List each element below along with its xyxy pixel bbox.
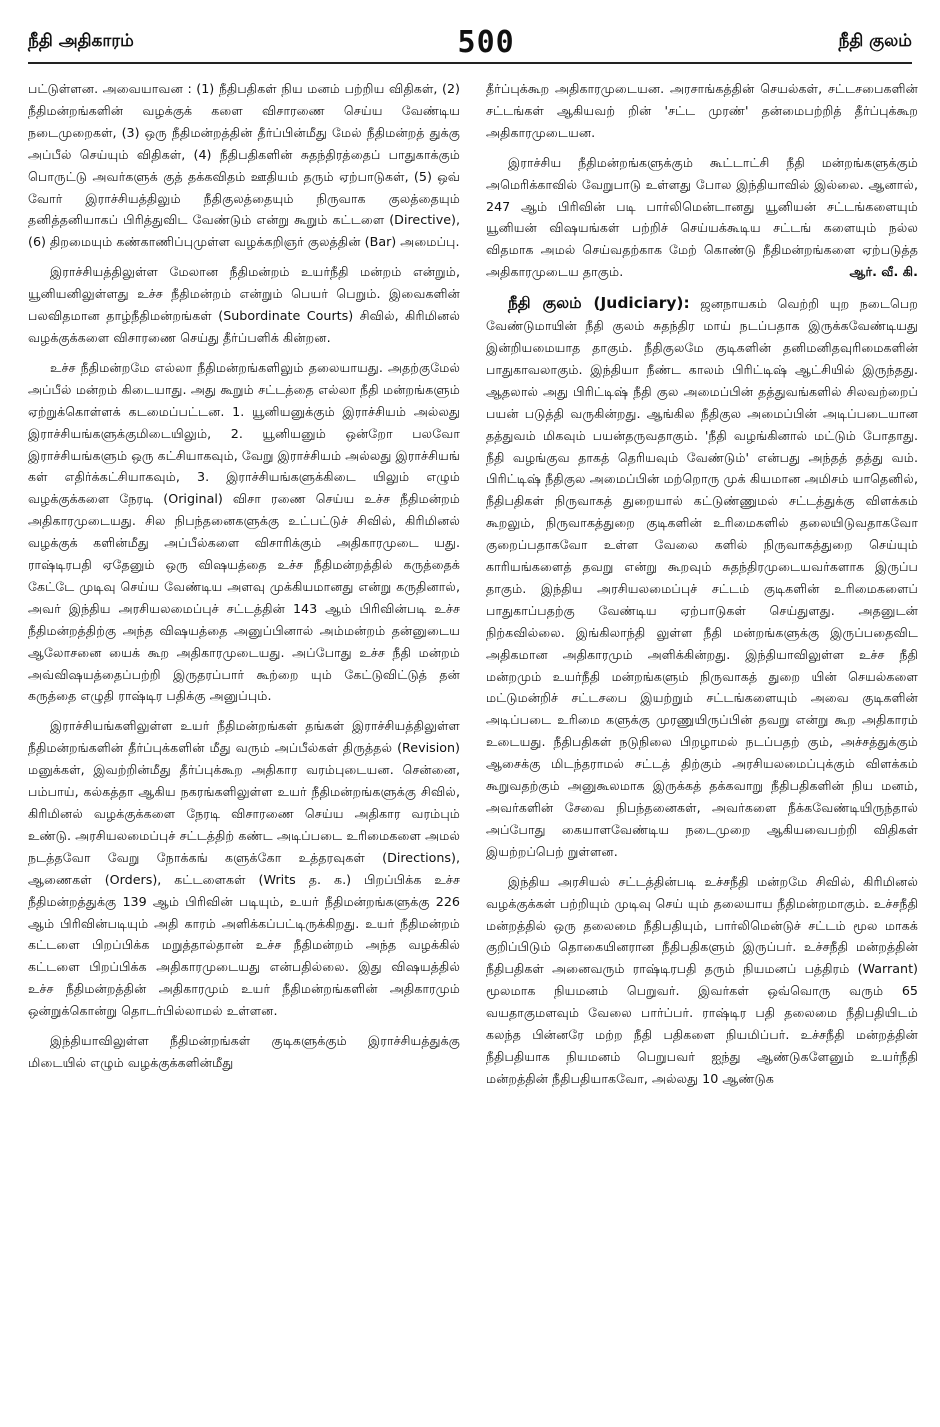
entry-title: நீதி குலம் (Judiciary): (508, 294, 690, 313)
entry-body: ஜனநாயகம் வெற்றி யுற நடைபெற வேண்டுமாயின் நீதி குலம் சுதந்திர மாய் நடப்பதாக இருக்கவேண்டியது இன்றியமையாத தாகும். நீதிகுலமே குடிகளின் தனிமனிதவுரிமைகளின் பாதுகாவலாகும். இந்தியா நீண்ட காலம் பிரிட்டிஷ் ஆட்சியில் இருந்தது. ஆதலால் அது பிரிட்டிஷ் நீதி குல அமைப்பின் தத்துவங்களில் சிலவற்றைப் பயன் படுத்தி வருகின்றது. ஆங்கில நீதிகுல அமைப்பின் அடிப்படையான தத்துவம் மிகவும் பயன்தருவதாகும். 'நீதி வழங்கினால் மட்டும் போதாது. நீதி வழங்குவ தாகத் தெரியவும் வேண்டும்' என்பது அந்தத் தத்து வம். பிரிட்டிஷ் நீதிகுல அமைப்பின் மற்றொரு முக் கியமான அமிசம் யாதெனில், நீதிபதிகள் நிருவாகத் துறையால் கட்டுண்ணுமல் சட்டத்துக்கு விளக்கம் கூறலும், நிருவாகத்துறை குடிகளின் உரிமைகளில் தலையிடுவதாகவோ குறைப்பதாகவோ உள்ள வேலை களில் நிருவாகத்துறை செய்யும் காரியங்களைத் தவறு என்று கூறவும் சுதந்திரமுடையவர்களாக இருப்ப தாகும். இந்திய அரசியலமைப்புச் சட்டம் குடிகளின் உரிமைகளைப் பாதுகாப்பதற்கு வேண்டிய ஏற்பாடுகள் செய்துளது. அதனுடன் நிற்கவில்லை. இங்கிலாந்தி லுள்ள நீதி மன்றங்களுக்கு இருப்பதைவிட அதிகமான அதிகாரமும் அளிக்கின்றது. இந்தியாவிலுள்ள உச்ச நீதி மன்றமும் உயர்நீதி மன்றங்களும் நிருவாகத் துறை யின் செயல்களை மட்டுமன்றிச் சட்டசபை இயற்றும் சட்டங்களையும் அவை குடிகளின் அடிப்படை உரிமை களுக்கு முரணுயிருப்பின் தவறு என்று கூற அதிகாரம் உடையது. நீதிபதிகள் நடுநிலை பிறழாமல் நடப்பதற் கும், அச்சத்துக்கும் ஆசைக்கு மிடந்தராமல் சட்டத் திற்கும் அரசியலமைப்புக்கும் விளக்கம் கூறுவதற்கும் அனுகூலமாக இருக்கத் தக்கவாறு நீதிபதிகளின் நிய மனம், அவர்களின் சேவை நிபந்தனைகள், அவர்களை நீக்கவேண்டியிருந்தால் அப்போது கையாளவேண்டிய நடைமுறை ஆகியவைபற்றி விதிகள் இயற்றப்பெற் றுள்ளன. (486, 296, 918, 859)
running-head-right: நீதி குலம் (838, 31, 912, 51)
paragraph: உச்ச நீதிமன்றமே எல்லா நீதிமன்றங்களிலும் தலையாயது. அதற்குமேல் அப்பீல் மன்றம் கிடையாது. அது கூறும் சட்டத்தை எல்லா நீதி மன்றங்களும் ஏற்றுக்கொள்ளக் கடமைப்பட்டன. 1. யூனியனுக்கும் இராச்சியம் அல்லது இராச்சியங்களுக்குமிடையிலும், 2. யூனியனும் ஒன்றோ பலவோ இராச்சியங்களும் ஒரு கட்சியாகவும், வேறு இராச்சியம் அல்லது இராச்சியங் கள் எதிர்க்கட்சியாகவும், 3. இராச்சியங்களுக்கிடை யிலும் எழும் வழக்குக்களை நேரடி (Original) விசா ரணை செய்ய உச்ச நீதிமன்றம் அதிகாரமுடையது. சில நிபந்தனைகளுக்கு உட்பட்டுச் சிவில், கிரிமினல் வழக்குக் களின்மீது அப்பீல்களை விசாரிக்கும் அதிகாரமுடை யது. ராஷ்டிரபதி ஏதேனும் ஒரு விஷயத்தை உச்ச நீதிமன்றத்தில் கருத்தைக் கேட்டே முடிவு செய்ய வேண்டிய அளவு முக்கியமானது என்று கருதினால், அவர் இந்திய அரசியலமைப்புச் சட்டத்தின் 143 ஆம் பிரிவின்படி உச்ச நீதிமன்றத்திற்கு அந்த விஷயத்தை அனுப்பினால் அம்மன்றம் தன்னுடைய ஆலோசனை யைக் கூற அதிகாரமுடையது. அப்போது உச்ச நீதி மன்றம் அவ்விஷயத்தைப்பற்றி இருதரப்பார் கூற்றை யும் கேட்டுவிட்டுத் தன் கருத்தை எழுதி ராஷ்டிர பதிக்கு அனுப்பும். (28, 359, 460, 704)
paragraph: தீர்ப்புக்கூற அதிகாரமுடையன. அரசாங்கத்தின் செயல்கள், சட்டசபைகளின் சட்டங்கள் ஆகியவற் றின் 'சட்ட முரண்' தன்மைபற்றித் தீர்ப்புக்கூற அதிகாரமுடையன. (486, 81, 918, 140)
running-head-left: நீதி அதிகாரம் (28, 31, 134, 51)
paragraph: இராச்சிய நீதிமன்றங்களுக்கும் கூட்டாட்சி நீதி மன்றங்களுக்கும் அமெரிக்காவில் வேறுபாடு உள்ளது போல இந்தியாவில் இல்லை. ஆனால், 247 ஆம் பிரிவின் படி பார்லிமென்டானது யூனியன் சட்டங்களையும் யூனியன் விஷயங்கள் பற்றிச் செய்யக்கூடிய சட்டங் களையும் நல்ல விதமாக அமல் செய்வதற்காக மேற் கொண்டு நீதிமன்றங்களை ஏற்படுத்த அதிகாரமுடைய தாகும். (486, 154, 918, 280)
author-signature: ஆர். வீ. கி. (849, 264, 918, 280)
paragraph: இந்திய அரசியல் சட்டத்தின்படி உச்சநீதி மன்றமே சிவில், கிரிமினல் வழக்குக்கள் பற்றியும் முடிவு செய் யும் தலையாய நீதிமன்றமாகும். உச்சநீதி மன்றத்தில் ஒரு தலைமை நீதிபதியும், பார்லிமென்டுச் சட்டம் மூல மாகக் குறிப்பிடும் தொகையினரான நீதிபதிகளும் இருப்பர். உச்சநீதி மன்றத்தின் நீதிபதிகள் அனைவரும் ராஷ்டிரபதி தரும் நியமனப் பத்திரம் (Warrant) மூலமாக நியமனம் பெறுவர். இவர்கள் ஒவ்வொரு வரும் 65 வயதாகுமளவும் வேலை பார்ப்பர். ராஷ்டிர பதி தலைமை நீதிபதியிடம் கலந்த பின்னரே மற்ற நீதி பதிகளை நியமிப்பர். உச்சநீதி மன்றத்தின் நீதிபதியாக நியமனம் பெறுபவர் ஐந்து ஆண்டுகளேனும் உயர்நீதி மன்றத்தின் நீதிபதியாகவோ, அல்லது 10 ஆண்டுக (486, 873, 918, 1086)
paragraph: இராச்சியத்திலுள்ள மேலான நீதிமன்றம் உயர்நீதி மன்றம் என்றும், யூனியனிலுள்ளது உச்ச நீதிமன்றம் என்றும் பெயர் பெறும். இவைகளின் பலவிதமான தாழ்நீதிமன்றங்கள் (Subordinate Courts) சிவில், கிரிமினல் வழக்குக்களை விசாரணை செய்து தீர்ப்பளிக் கின்றன. (28, 264, 460, 345)
paragraph: இந்தியாவிலுள்ள நீதிமன்றங்கள் குடிகளுக்கும் இராச்சியத்துக்கு மிடையில் எழும் வழக்குக்களின்மீது (28, 1033, 460, 1070)
paragraph: பட்டுள்ளன. அவையாவன : (1) நீதிபதிகள் நிய மனம் பற்றிய விதிகள், (2) நீதிமன்றங்களின் வழக்குக் களை விசாரணை செய்ய வேண்டிய நடைமுறைகள், (3) ஒரு நீதிமன்றத்தின் தீர்ப்பின்மீது மேல் நீதிமன்றத் துக்கு அப்பீல் செய்யும் விதிகள், (4) நீதிபதிகளின் சுதந்திரத்தைப் பாதுகாக்கும் பொருட்டு அவர்களுக் குத் தக்கவிதம் ஊதியம் தரும் ஏற்பாடுகள், (5) ஒவ் வோர் இராச்சியத்திலும் நீதிகுலத்தையும் நிருவாக குலத்தையும் தனித்தனியாகப் பிரித்துவிட வேண்டும் என்று கூறும் கட்டளை (Directive), (6) திறமையும் கண்காணிப்புமுள்ள வழக்கறிஞர் குலத்தின் (Bar) அமைப்பு. (28, 81, 460, 250)
left-column (28, 78, 460, 1408)
page-header (28, 22, 912, 64)
right-column (486, 78, 918, 1408)
entry-paragraph (486, 293, 918, 863)
paragraph: இராச்சியங்களிலுள்ள உயர் நீதிமன்றங்கள் தங்கள் இராச்சியத்திலுள்ள நீதிமன்றங்களின் தீர்ப்புக்களின் மீது வரும் அப்பீல்கள் திருத்தல் (Revision) மனுக்கள், இவற்றின்மீது தீர்ப்புக்கூற அதிகார வரம்புடையன. சென்னை, பம்பாய், கல்கத்தா ஆகிய நகரங்களிலுள்ள உயர் நீதிமன்றங்களுக்கு சிவில், கிரிமினல் வழக்குக்களை நேரடி விசாரணை செய்ய அதிகார வரம்பும் உண்டு. அரசியலமைப்புச் சட்டத்திற் கண்ட அடிப்படை உரிமைகளை அமல் நடத்தவோ வேறு நோக்கங் களுக்கோ உத்தரவுகள் (Directions), ஆணைகள் (Orders), கட்டளைகள் (Writs த. க.) பிறப்பிக்க உச்ச நீதிமன்றத்துக்கு 139 ஆம் பிரிவின் படியும், உயர் நீதிமன்றங்களுக்கு 226 ஆம் பிரிவின்படியும் அதி காரம் அளிக்கப்பட்டிருக்கிறது. உயர் நீதிமன்றம் கட்டளை பிறப்பிக்க மறுத்தால்தான் உச்ச நீதிமன்றம் அந்த வழக்கில் கட்டளை பிறப்பிக்க அதிகாரமுடையது என்பதில்லை. இது விஷயத்தில் உச்ச நீதிமன்றத்தின் அதிகாரமும் உயர் நீதிமன்றங்களின் அதிகாரமும் ஒன்றுக்கொன்று தொடர்பில்லாமல் உள்ளன. (28, 718, 460, 1019)
page-number: 500 (457, 24, 515, 60)
